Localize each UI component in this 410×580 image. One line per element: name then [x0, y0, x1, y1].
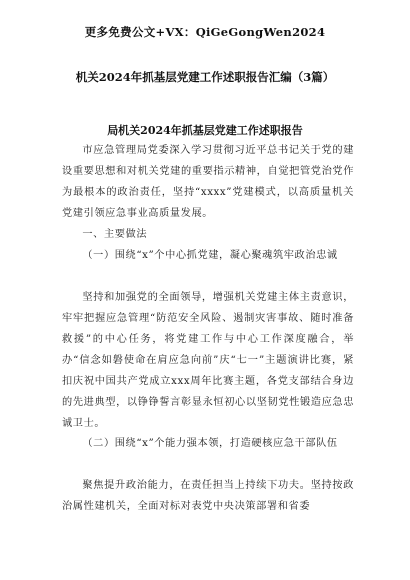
body-block-paragraph-1 [62, 287, 354, 434]
body-block-subheading-1 [62, 245, 354, 266]
section-title: 局机关2024年抓基层党建工作述职报告 [107, 124, 303, 137]
subheading-2: （二）围绕“x”个能力强本领，打造硬核应急干部队伍 [82, 438, 338, 449]
paragraph-body-2: 聚焦提升政治能力，在责任担当上持续下功夫。坚持按政治属性建机关，全面对标对表党中央决策部署和省委 [62, 480, 354, 512]
body-block-paragraph-2 [62, 475, 354, 517]
body-block-intro [62, 140, 354, 224]
document-title: 机关2024年抓基层党建工作述职报告汇编（3篇） [75, 70, 335, 84]
body-block-heading-main [62, 224, 354, 245]
paragraph-body-1: 坚持和加强党的全面领导，增强机关党建主体主责意识，牢牢把握应急管理“防范安全风险、遏制灾害事故、随时准备救援”的中心任务，将党建工作与中心工作深度融合，举办“信念如磐使命在肩应急向前”庆“七一”主题演讲比赛，紧扣庆祝中国共产党成立xxx周年比赛主题，各党支部结合身边的先进典型，以铮铮誓言彰显永恒初心以坚韧党性锻造应急忠诚卫士。 [62, 292, 354, 429]
heading-main-practices: 一、主要做法 [82, 229, 148, 240]
watermark-line: 更多免费公文+VX：QiGeGongWen2024 [84, 25, 326, 39]
paragraph-intro: 市应急管理局党委深入学习贯彻习近平总书记关于党的建设重要思想和对机关党建的重要指示精神，自觉把管党治党作为最根本的政治责任，坚持“xxxx”党建模式，以高质量机关党建引领应急事业高质量发展。 [62, 145, 354, 219]
body-block-subheading-2 [62, 433, 354, 454]
subheading-1: （一）围绕“x”个中心抓党建，凝心聚魂筑牢政治忠诚 [82, 250, 338, 261]
